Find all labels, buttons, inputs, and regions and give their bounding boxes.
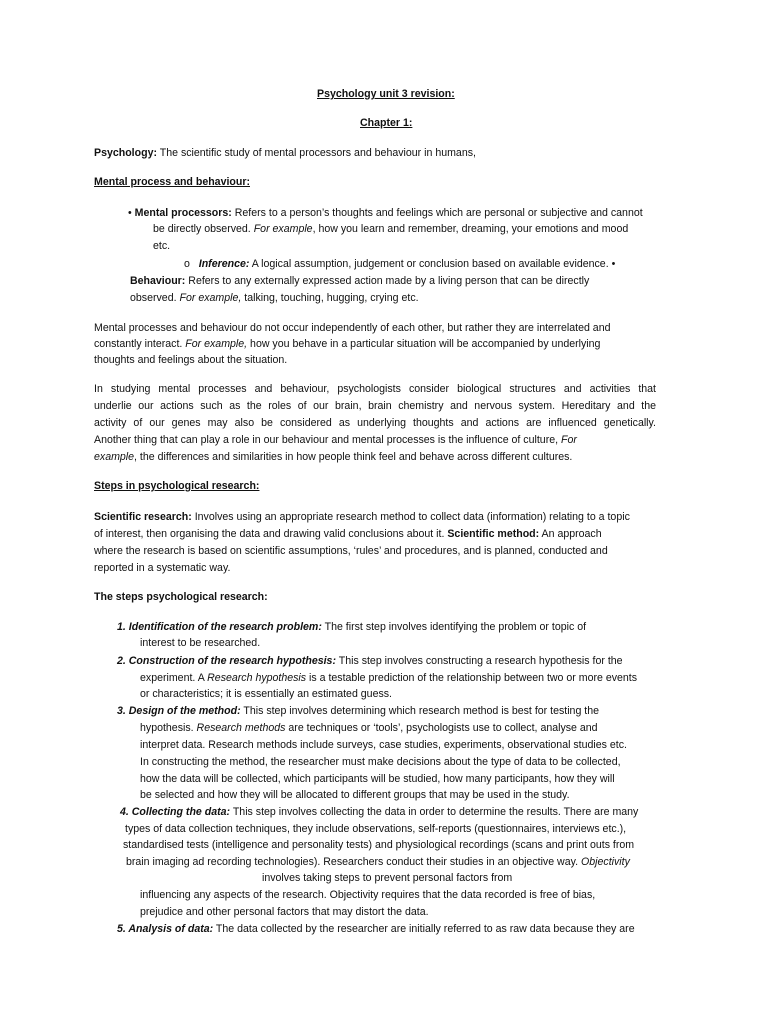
step-line <box>123 837 634 854</box>
paragraph-text: where the research is based on scientific assumptions, ‘rules’ and procedures, and is planned, conducted and <box>94 545 608 557</box>
step-title: 2. Construction of the research hypothesis: <box>117 655 336 667</box>
step-line <box>140 635 260 652</box>
paragraph-line <box>94 432 577 449</box>
paragraph-line <box>94 543 608 560</box>
sub-bullet-icon: o <box>184 258 190 270</box>
step-text: be selected and how they will be allocated to different groups that may be used in the study. <box>140 789 570 801</box>
bullet-line <box>130 290 419 307</box>
example-italic: For <box>561 434 577 446</box>
paragraph-line <box>94 415 656 432</box>
step-2 <box>117 653 623 670</box>
paragraph-line <box>94 398 656 415</box>
step-title: 4. Collecting the data: <box>120 806 231 818</box>
section-heading-steps <box>94 478 259 495</box>
steps-heading-text: The steps psychological research: <box>94 591 268 603</box>
step-line <box>126 854 630 871</box>
step-line <box>140 737 627 754</box>
step-line <box>140 754 621 771</box>
chapter-heading <box>360 115 412 132</box>
step-title: 1. Identification of the research problem: <box>117 621 322 633</box>
paragraph-text: thoughts and feelings about the situation. <box>94 354 288 366</box>
title-text: Psychology unit 3 revision: <box>317 88 455 100</box>
paragraph-line <box>94 526 602 543</box>
step-text: types of data collection techniques, they include observations, self-reports (questionnaires, interviews etc.), <box>125 823 627 835</box>
paragraph-line <box>94 381 656 398</box>
step-text: interest to be researched. <box>140 637 261 649</box>
example-italic: For example, <box>185 338 248 350</box>
step-1 <box>117 619 586 636</box>
step-line <box>140 787 570 804</box>
paragraph-text: of interest, then organising the data and drawing valid conclusions about it. <box>94 528 445 540</box>
step-text: experiment. A <box>140 672 205 684</box>
step-text: brain imaging ad recording technologies). Researchers conduct their studies in an objective way. <box>126 856 579 868</box>
bullet-text: Refers to a person’s thoughts and feelings which are personal or subjective and cannot <box>231 207 643 219</box>
paragraph-text: activity of our genes may also be considered as underlying thoughts and actions are influenced genetically. <box>94 417 656 429</box>
step-5 <box>117 921 635 938</box>
bullet-term: Behaviour: <box>130 275 186 287</box>
step-text: prejudice and other personal factors that may distort the data. <box>140 906 429 918</box>
step-text: are techniques or ‘tools’, psychologists use to collect, analyse and <box>285 722 598 734</box>
example-italic: example <box>94 451 135 463</box>
step-text: This step involves collecting the data in order to determine the results. There are many <box>230 806 639 818</box>
bullet-term: Mental processors: <box>134 207 232 219</box>
bullet-text: observed. <box>130 292 177 304</box>
bullet-line <box>153 221 628 238</box>
step-text: how the data will be collected, which participants will be studied, how many participants, how they will <box>140 773 615 785</box>
paragraph-line <box>94 449 572 466</box>
inference-term: Inference: <box>198 258 250 270</box>
step-italic: Research methods <box>196 722 286 734</box>
step-italic: Objectivity <box>581 856 630 868</box>
bullet-text: talking, touching, hugging, crying etc. <box>241 292 419 304</box>
step-text: In constructing the method, the researcher must make decisions about the type of data to be collected, <box>140 756 621 768</box>
step-line <box>140 904 429 921</box>
chapter-text: Chapter 1: <box>360 117 413 129</box>
example-italic: For example, <box>179 292 242 304</box>
paragraph-line <box>94 336 600 353</box>
paragraph-text: Involves using an appropriate research method to collect data (information) relating to a topic <box>191 511 630 523</box>
step-text: or characteristics; it is essentially an estimated guess. <box>140 688 392 700</box>
section-heading-text: Steps in psychological research: <box>94 480 260 492</box>
scientific-method-term: Scientific method: <box>447 528 540 540</box>
bullet-mental-processors <box>128 205 643 222</box>
paragraph-text: Another thing that can play a role in our behaviour and mental processes is the influence of culture, <box>94 434 559 446</box>
definition-text: The scientific study of mental processors and behaviour in humans, <box>157 147 476 159</box>
step-line <box>140 887 595 904</box>
bullet-text: be directly observed. <box>153 223 251 235</box>
step-title: 5. Analysis of data: <box>117 923 214 935</box>
bullet-behaviour <box>130 273 589 290</box>
step-text: The first step involves identifying the problem or topic of <box>321 621 587 633</box>
step-3 <box>117 703 599 720</box>
example-italic: For example <box>253 223 313 235</box>
step-4 <box>120 804 638 821</box>
step-text: This step involves constructing a research hypothesis for the <box>335 655 623 667</box>
step-text: involves taking steps to prevent personal factors from <box>262 872 513 884</box>
step-line <box>140 720 598 737</box>
bullet-icon: • <box>128 207 132 219</box>
psychology-definition <box>94 145 476 162</box>
paragraph-text: Mental processes and behaviour do not occur independently of each other, but rather they are interrelated and <box>94 322 611 334</box>
bullet-text: etc. <box>153 240 171 252</box>
paragraph-text: reported in a systematic way. <box>94 562 231 574</box>
paragraph-text: In studying mental processes and behaviour, psychologists consider biological structures and activities that <box>94 383 656 395</box>
paragraph-line <box>94 352 287 369</box>
step-text: This step involves determining which research method is best for testing the <box>240 705 600 717</box>
scientific-research-term: Scientific research: <box>94 511 192 523</box>
paragraph-text: how you behave in a particular situation will be accompanied by underlying <box>247 338 601 350</box>
bullet-icon: • <box>611 258 616 270</box>
step-text: influencing any aspects of the research. Objectivity requires that the data recorded is free of bias, <box>140 889 596 901</box>
paragraph-line <box>94 560 230 577</box>
steps-heading <box>94 589 268 606</box>
bullet-line <box>153 238 170 255</box>
step-line <box>140 771 615 788</box>
document-title <box>317 86 455 103</box>
paragraph-text: underlie our actions such as the roles of our brain, brain chemistry and nervous system. Hereditary and the <box>94 400 656 412</box>
bullet-text: Refers to any externally expressed action made by a living person that can be directly <box>185 275 590 287</box>
step-text: is a testable prediction of the relationship between two or more events <box>306 672 638 684</box>
paragraph-text: constantly interact. <box>94 338 183 350</box>
step-text: interpret data. Research methods include surveys, case studies, experiments, observational studies etc. <box>140 739 627 751</box>
step-line <box>140 670 637 687</box>
step-text: hypothesis. <box>140 722 194 734</box>
sub-bullet-inference <box>184 256 615 273</box>
step-line <box>125 821 626 838</box>
section-heading-mental-process <box>94 174 250 191</box>
bullet-text: , how you learn and remember, dreaming, your emotions and mood <box>312 223 629 235</box>
inference-text: A logical assumption, judgement or conclusion based on available evidence. <box>249 258 609 270</box>
paragraph-line <box>94 509 630 526</box>
section-heading-text: Mental process and behaviour: <box>94 176 250 188</box>
step-line <box>262 870 512 887</box>
step-line <box>140 686 392 703</box>
step-title: 3. Design of the method: <box>117 705 241 717</box>
paragraph-text: An approach <box>539 528 602 540</box>
definition-term: Psychology: <box>94 147 157 159</box>
step-text: standardised tests (intelligence and personality tests) and physiological recordings (scans and print outs from <box>123 839 635 851</box>
step-italic: Research hypothesis <box>207 672 307 684</box>
paragraph-line <box>94 320 611 337</box>
paragraph-text: , the differences and similarities in how people think feel and behave across different cultures. <box>134 451 573 463</box>
step-text: The data collected by the researcher are initially referred to as raw data because they are <box>213 923 635 935</box>
